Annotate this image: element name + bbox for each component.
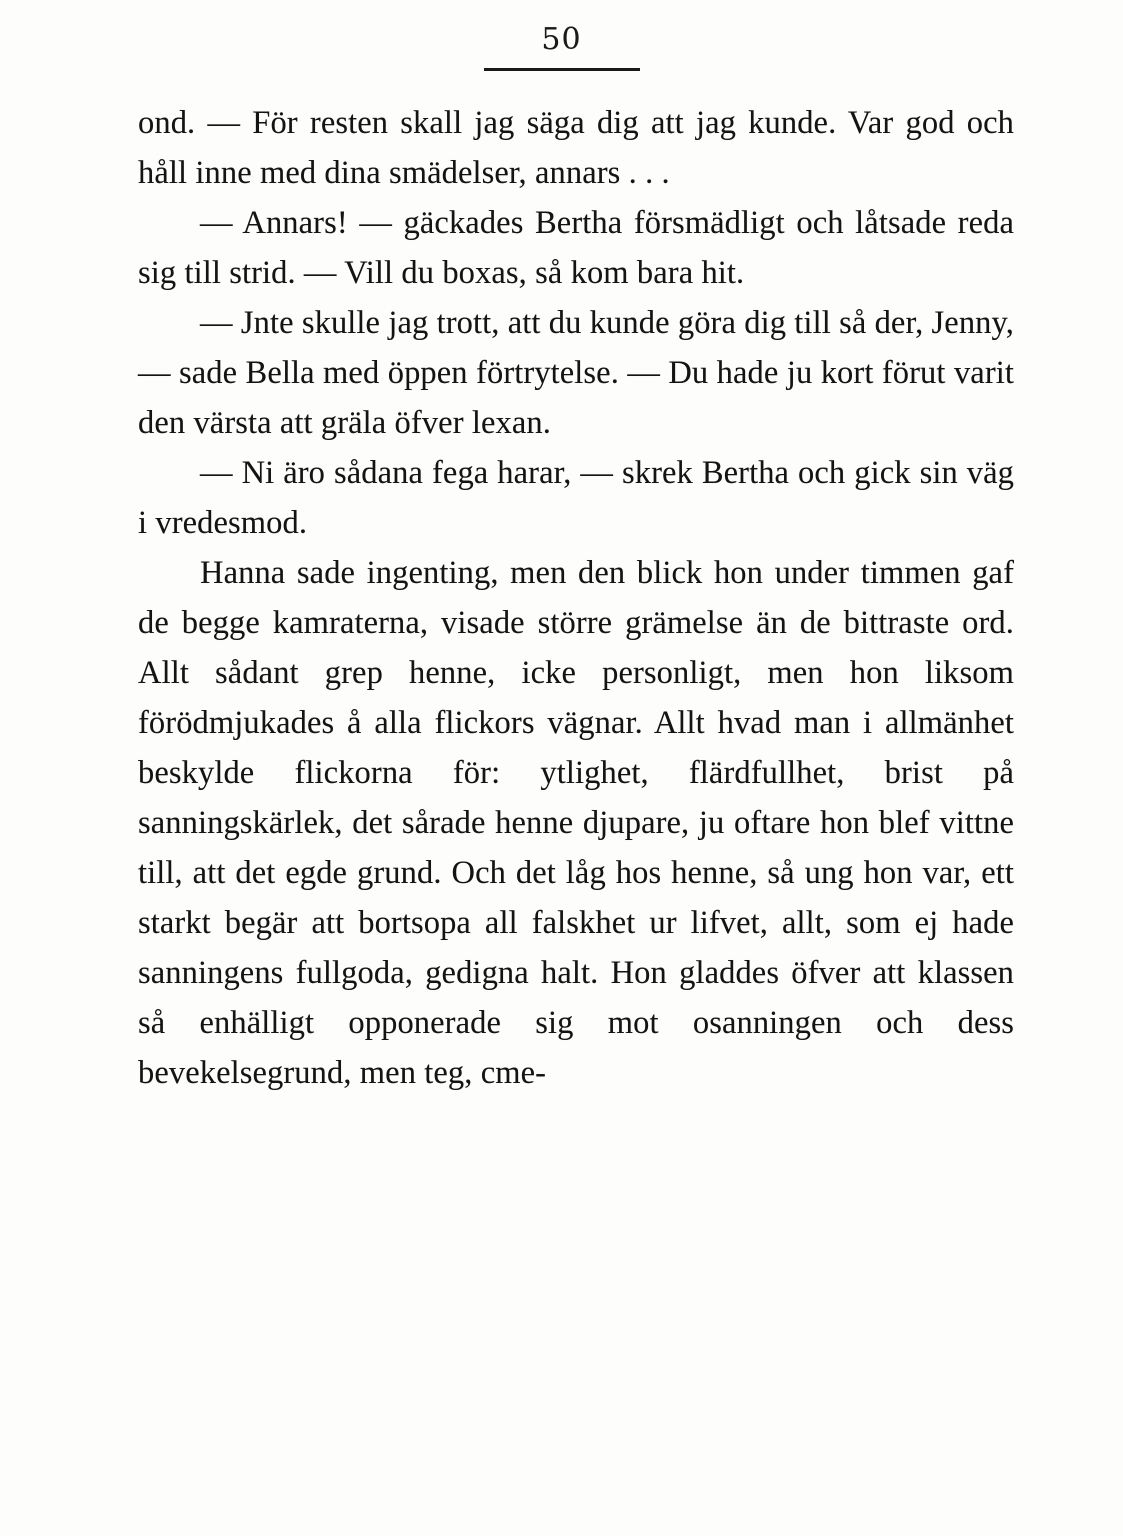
paragraph: — Jnte skulle jag trott, att du kunde göra dig till så der, Jenny, — sade Bella med öppen förtrytelse. — Du hade ju kort förut varit den värsta att gräla öfver lexan. <box>138 305 1014 441</box>
paragraph: ond. — För resten skall jag säga dig att jag kunde. Var god och håll inne med dina smädelser, annars . . . <box>138 105 1014 191</box>
header-rule <box>484 68 640 71</box>
page-number: 50 <box>541 22 582 57</box>
paragraph: — Ni äro sådana fega harar, — skrek Bertha och gick sin väg i vredesmod. <box>138 455 1014 541</box>
paragraph: Hanna sade ingenting, men den blick hon under timmen gaf de begge kamraterna, visade större grämelse än de bittraste ord. Allt sådant grep henne, icke personligt, men hon liksom förödmjukades å alla flickors vägnar. Allt hvad man i allmänhet beskylde flickorna för: ytlighet, flärdfullhet, brist på sanningskärlek, det sårade henne djupare, ju oftare hon blef vittne till, att det egde grund. Och det låg hos henne, så ung hon var, ett starkt begär att bortsopa all falskhet ur lifvet, allt, som ej hade sanningens fullgoda, gedigna halt. Hon gladdes öfver att klassen så enhälligt opponerade sig mot osanningen och dess bevekelsegrund, men teg, cme- <box>138 555 1014 1091</box>
paragraph: — Annars! — gäckades Bertha försmädligt och låtsade reda sig till strid. — Vill du boxas, så kom bara hit. <box>138 205 1014 291</box>
page-header <box>0 22 1123 61</box>
body-text <box>138 98 1014 1098</box>
